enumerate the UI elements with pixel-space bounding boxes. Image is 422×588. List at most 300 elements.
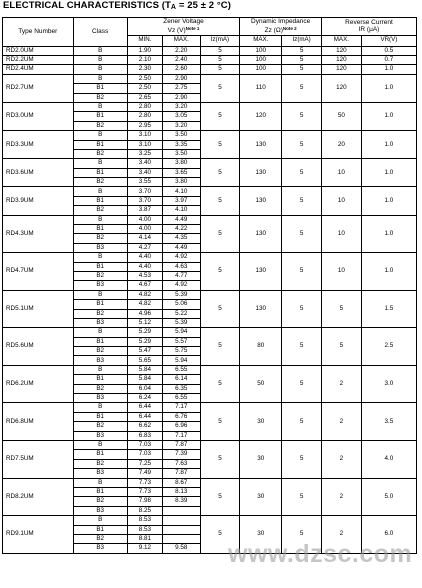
watermark: www.dzsc.com — [228, 540, 413, 568]
header-vr: VR(V) — [361, 35, 416, 46]
cell-iz: 5 — [200, 290, 240, 328]
cell-vr: 1.0 — [361, 74, 416, 102]
header-type: Type Number — [3, 18, 74, 47]
cell-vz-min: 5.84 — [127, 365, 162, 374]
cell-vz-min: 6.44 — [127, 412, 162, 421]
cell-vz-max: 2.75 — [163, 84, 201, 93]
cell-class: B1 — [73, 112, 127, 121]
cell-zz-max: 100 — [240, 65, 282, 74]
cell-class: B1 — [73, 140, 127, 149]
cell-vz-max: 8.67 — [163, 478, 201, 487]
cell-class: B1 — [73, 487, 127, 496]
cell-type-number: RD3.3UM — [3, 131, 74, 159]
cell-vz-max: 3.97 — [163, 196, 201, 205]
cell-vz-max: 3.80 — [163, 159, 201, 168]
cell-vz-min: 7.73 — [127, 478, 162, 487]
cell-vz-min: 3.25 — [127, 149, 162, 158]
cell-vz-min: 6.44 — [127, 403, 162, 412]
cell-class: B — [73, 215, 127, 224]
cell-vr: 1.0 — [361, 187, 416, 215]
cell-iz2: 5 — [282, 516, 322, 554]
table-row — [3, 253, 417, 262]
cell-class: B1 — [73, 525, 127, 534]
cell-vz-min: 7.73 — [127, 487, 162, 496]
cell-class: B2 — [73, 459, 127, 468]
cell-ir-max: 120 — [321, 74, 361, 102]
cell-vz-max: 4.92 — [163, 253, 201, 262]
cell-iz: 5 — [200, 403, 240, 441]
cell-class: B2 — [73, 234, 127, 243]
cell-class: B — [73, 441, 127, 450]
cell-type-number: RD3.0UM — [3, 102, 74, 130]
cell-iz: 5 — [200, 55, 240, 64]
header-reverse-current: Reverse Current IR (μA) — [321, 18, 416, 36]
cell-iz: 5 — [200, 159, 240, 187]
cell-class: B3 — [73, 243, 127, 252]
cell-type-number: RD8.2UM — [3, 478, 74, 516]
cell-iz: 5 — [200, 441, 240, 479]
cell-class: B1 — [73, 375, 127, 384]
cell-vz-max: 2.90 — [163, 93, 201, 102]
cell-vz-min: 4.53 — [127, 271, 162, 280]
electrical-characteristics-table — [2, 17, 417, 554]
header-class: Class — [73, 18, 127, 47]
cell-iz: 5 — [200, 328, 240, 366]
cell-class: B3 — [73, 506, 127, 515]
cell-ir-max: 5 — [321, 328, 361, 366]
cell-class: B2 — [73, 206, 127, 215]
cell-vr: 4.0 — [361, 441, 416, 479]
cell-vz-min: 4.82 — [127, 290, 162, 299]
cell-vz-min: 4.96 — [127, 309, 162, 318]
cell-vz-max: 2.60 — [163, 65, 201, 74]
cell-class: B — [73, 159, 127, 168]
cell-ir-max: 120 — [321, 65, 361, 74]
cell-vz-min: 4.67 — [127, 281, 162, 290]
cell-iz2: 5 — [282, 55, 322, 64]
cell-vr: 1.0 — [361, 215, 416, 253]
cell-zz-max: 50 — [240, 365, 282, 403]
cell-type-number: RD7.5UM — [3, 441, 74, 479]
cell-type-number: RD3.9UM — [3, 187, 74, 215]
cell-ir-max: 2 — [321, 441, 361, 479]
cell-vz-min: 3.70 — [127, 187, 162, 196]
header-ir-max: MAX. — [321, 35, 361, 46]
cell-ir-max: 10 — [321, 159, 361, 187]
cell-vz-min: 8.53 — [127, 516, 162, 525]
cell-vz-min: 3.40 — [127, 168, 162, 177]
section-title — [3, 0, 231, 11]
cell-zz-max: 100 — [240, 46, 282, 55]
title-subscript: A — [170, 4, 177, 11]
cell-ir-max: 2 — [321, 403, 361, 441]
cell-vz-max: 6.76 — [163, 412, 201, 421]
cell-iz2: 5 — [282, 131, 322, 159]
cell-class: B1 — [73, 450, 127, 459]
table-row — [3, 516, 417, 525]
cell-ir-max: 20 — [321, 131, 361, 159]
cell-iz2: 5 — [282, 159, 322, 187]
cell-vz-min: 9.12 — [127, 544, 162, 553]
cell-class: B2 — [73, 347, 127, 356]
cell-vz-min: 8.81 — [127, 534, 162, 543]
cell-vr: 6.0 — [361, 516, 416, 554]
cell-class: B3 — [73, 356, 127, 365]
cell-class: B2 — [73, 497, 127, 506]
cell-vz-max: 5.22 — [163, 309, 201, 318]
cell-class: B — [73, 328, 127, 337]
cell-vr: 2.5 — [361, 328, 416, 366]
cell-vz-min: 7.98 — [127, 497, 162, 506]
cell-vz-max: 4.35 — [163, 234, 201, 243]
cell-vz-max: 4.10 — [163, 187, 201, 196]
cell-vz-min: 5.29 — [127, 337, 162, 346]
table-row — [3, 441, 417, 450]
cell-vz-max: 5.57 — [163, 337, 201, 346]
cell-iz: 5 — [200, 131, 240, 159]
cell-class: B — [73, 253, 127, 262]
header-dynamic-impedance: Dynamic Impedance Zz (Ω)$^{Note 2}$ — [240, 18, 322, 36]
cell-vz-max: 7.87 — [163, 469, 201, 478]
cell-vz-min: 5.29 — [127, 328, 162, 337]
cell-class: B — [73, 290, 127, 299]
cell-vr: 1.0 — [361, 159, 416, 187]
cell-type-number: RD2.4UM — [3, 65, 74, 74]
cell-vz-min: 5.84 — [127, 375, 162, 384]
cell-class: B3 — [73, 281, 127, 290]
cell-zz-max: 110 — [240, 74, 282, 102]
cell-class: B — [73, 74, 127, 83]
cell-vz-max: 4.22 — [163, 225, 201, 234]
cell-class: B2 — [73, 422, 127, 431]
cell-iz2: 5 — [282, 328, 322, 366]
cell-vz-min: 8.25 — [127, 506, 162, 515]
cell-vr: 1.0 — [361, 253, 416, 291]
cell-class: B — [73, 55, 127, 64]
cell-class: B — [73, 102, 127, 111]
cell-class: B1 — [73, 300, 127, 309]
cell-iz2: 5 — [282, 46, 322, 55]
cell-vz-max: 3.20 — [163, 121, 201, 130]
cell-zz-max: 130 — [240, 253, 282, 291]
cell-vz-max: 4.49 — [163, 215, 201, 224]
cell-iz2: 5 — [282, 65, 322, 74]
header-max: MAX. — [163, 35, 201, 46]
cell-vz-max: 5.06 — [163, 300, 201, 309]
cell-vz-min: 5.47 — [127, 347, 162, 356]
cell-vz-min: 7.03 — [127, 450, 162, 459]
table-row — [3, 46, 417, 55]
cell-iz2: 5 — [282, 74, 322, 102]
cell-iz: 5 — [200, 46, 240, 55]
header-zz-max: MAX. — [240, 35, 282, 46]
cell-vz-min: 4.40 — [127, 253, 162, 262]
cell-vz-max: 5.75 — [163, 347, 201, 356]
cell-vz-min: 1.90 — [127, 46, 162, 55]
cell-vz-min: 7.49 — [127, 469, 162, 478]
cell-type-number: RD2.0UM — [3, 46, 74, 55]
cell-class: B1 — [73, 168, 127, 177]
cell-ir-max: 10 — [321, 253, 361, 291]
table-row — [3, 131, 417, 140]
cell-vz-max — [163, 516, 201, 525]
title-main: ELECTRICAL CHARACTERISTICS (T — [3, 0, 171, 11]
cell-iz: 5 — [200, 74, 240, 102]
table-body — [3, 46, 417, 553]
table-row — [3, 328, 417, 337]
header-min: MIN. — [127, 35, 162, 46]
cell-class: B2 — [73, 178, 127, 187]
cell-vz-max: 7.17 — [163, 403, 201, 412]
cell-zz-max: 30 — [240, 516, 282, 554]
cell-vz-min: 3.10 — [127, 131, 162, 140]
cell-zz-max: 80 — [240, 328, 282, 366]
cell-zz-max: 130 — [240, 187, 282, 215]
cell-vz-max: 8.39 — [163, 497, 201, 506]
cell-vz-max: 7.39 — [163, 450, 201, 459]
cell-ir-max: 2 — [321, 478, 361, 516]
table-row — [3, 65, 417, 74]
table-row — [3, 159, 417, 168]
cell-vr: 3.5 — [361, 403, 416, 441]
cell-ir-max: 2 — [321, 516, 361, 554]
cell-vz-min: 2.50 — [127, 74, 162, 83]
cell-vz-max: 3.50 — [163, 149, 201, 158]
cell-class: B2 — [73, 149, 127, 158]
cell-zz-max: 130 — [240, 290, 282, 328]
header-iz2: Iz(mA) — [282, 35, 322, 46]
cell-ir-max: 10 — [321, 187, 361, 215]
table-row — [3, 215, 417, 224]
cell-vz-max: 4.92 — [163, 281, 201, 290]
cell-type-number: RD5.6UM — [3, 328, 74, 366]
cell-ir-max: 5 — [321, 290, 361, 328]
cell-vz-min: 4.14 — [127, 234, 162, 243]
cell-iz: 5 — [200, 365, 240, 403]
header-zener: Zener Voltage Vz (V)$^{Note 1}$ — [127, 18, 240, 36]
cell-class: B1 — [73, 412, 127, 421]
cell-vz-max: 4.49 — [163, 243, 201, 252]
cell-vz-max: 9.58 — [163, 544, 201, 553]
table-row — [3, 403, 417, 412]
cell-vz-max: 2.40 — [163, 55, 201, 64]
cell-type-number: RD3.6UM — [3, 159, 74, 187]
cell-vz-max: 3.80 — [163, 178, 201, 187]
cell-ir-max: 120 — [321, 55, 361, 64]
cell-class: B3 — [73, 318, 127, 327]
cell-ir-max: 120 — [321, 46, 361, 55]
cell-vz-min: 6.83 — [127, 431, 162, 440]
cell-vz-max: 7.63 — [163, 459, 201, 468]
cell-vz-max: 6.55 — [163, 394, 201, 403]
header-row-1 — [3, 18, 417, 36]
header-iz: Iz(mA) — [200, 35, 240, 46]
table-row — [3, 290, 417, 299]
cell-vz-min: 7.03 — [127, 441, 162, 450]
table-row — [3, 74, 417, 83]
cell-ir-max: 50 — [321, 102, 361, 130]
cell-zz-max: 100 — [240, 55, 282, 64]
cell-iz2: 5 — [282, 187, 322, 215]
cell-iz: 5 — [200, 253, 240, 291]
cell-class: B — [73, 131, 127, 140]
cell-vz-min: 7.25 — [127, 459, 162, 468]
cell-vz-min: 2.30 — [127, 65, 162, 74]
cell-type-number: RD6.2UM — [3, 365, 74, 403]
cell-class: B — [73, 403, 127, 412]
cell-vz-min: 2.65 — [127, 93, 162, 102]
cell-vz-min: 5.65 — [127, 356, 162, 365]
cell-vz-min: 4.27 — [127, 243, 162, 252]
cell-iz2: 5 — [282, 102, 322, 130]
cell-iz2: 5 — [282, 290, 322, 328]
cell-iz2: 5 — [282, 365, 322, 403]
cell-class: B — [73, 516, 127, 525]
cell-class: B3 — [73, 394, 127, 403]
cell-type-number: RD5.1UM — [3, 290, 74, 328]
cell-vz-max: 4.10 — [163, 206, 201, 215]
cell-class: B — [73, 365, 127, 374]
cell-iz2: 5 — [282, 403, 322, 441]
table-row — [3, 365, 417, 374]
cell-iz: 5 — [200, 65, 240, 74]
cell-type-number: RD4.7UM — [3, 253, 74, 291]
cell-vz-max: 4.77 — [163, 271, 201, 280]
cell-class: B1 — [73, 196, 127, 205]
cell-zz-max: 30 — [240, 478, 282, 516]
cell-vz-min: 4.00 — [127, 215, 162, 224]
cell-iz: 5 — [200, 102, 240, 130]
cell-vz-min: 2.80 — [127, 102, 162, 111]
cell-iz: 5 — [200, 187, 240, 215]
cell-type-number: RD4.3UM — [3, 215, 74, 253]
cell-vz-min: 8.53 — [127, 525, 162, 534]
cell-vz-max: 5.94 — [163, 356, 201, 365]
cell-zz-max: 130 — [240, 215, 282, 253]
cell-class: B — [73, 65, 127, 74]
cell-iz: 5 — [200, 215, 240, 253]
cell-zz-max: 120 — [240, 102, 282, 130]
cell-vz-max: 5.39 — [163, 318, 201, 327]
cell-class: B2 — [73, 93, 127, 102]
cell-vz-min: 2.10 — [127, 55, 162, 64]
cell-vz-min: 6.62 — [127, 422, 162, 431]
cell-type-number: RD2.2UM — [3, 55, 74, 64]
cell-vz-min: 3.10 — [127, 140, 162, 149]
cell-vz-max: 6.35 — [163, 384, 201, 393]
cell-vr: 1.5 — [361, 290, 416, 328]
cell-iz2: 5 — [282, 253, 322, 291]
cell-iz: 5 — [200, 516, 240, 554]
cell-class: B1 — [73, 84, 127, 93]
cell-vz-min: 4.40 — [127, 262, 162, 271]
cell-iz2: 5 — [282, 441, 322, 479]
cell-class: B3 — [73, 544, 127, 553]
cell-iz2: 5 — [282, 215, 322, 253]
cell-class: B1 — [73, 262, 127, 271]
cell-vr: 1.0 — [361, 65, 416, 74]
cell-vz-max: 2.20 — [163, 46, 201, 55]
cell-vz-min: 6.04 — [127, 384, 162, 393]
table-row — [3, 102, 417, 111]
cell-vr: 1.0 — [361, 102, 416, 130]
cell-class: B3 — [73, 469, 127, 478]
cell-vz-min: 4.00 — [127, 225, 162, 234]
cell-vz-max: 8.13 — [163, 487, 201, 496]
cell-vz-min: 3.40 — [127, 159, 162, 168]
cell-class: B — [73, 187, 127, 196]
cell-class: B2 — [73, 309, 127, 318]
table-row — [3, 55, 417, 64]
cell-vz-max: 5.94 — [163, 328, 201, 337]
cell-vz-max: 6.14 — [163, 375, 201, 384]
cell-vz-max: 3.20 — [163, 102, 201, 111]
cell-vr: 5.0 — [361, 478, 416, 516]
cell-vz-min: 3.70 — [127, 196, 162, 205]
cell-iz: 5 — [200, 478, 240, 516]
cell-vz-max: 7.17 — [163, 431, 201, 440]
title-rest: = 25 ± 2 °C) — [176, 0, 232, 11]
cell-zz-max: 30 — [240, 441, 282, 479]
cell-vz-min: 5.12 — [127, 318, 162, 327]
cell-vz-min: 2.80 — [127, 112, 162, 121]
cell-vr: 1.0 — [361, 131, 416, 159]
cell-zz-max: 30 — [240, 403, 282, 441]
cell-class: B — [73, 46, 127, 55]
cell-vz-max: 6.55 — [163, 365, 201, 374]
cell-type-number: RD6.8UM — [3, 403, 74, 441]
cell-class: B3 — [73, 431, 127, 440]
cell-vz-max: 4.63 — [163, 262, 201, 271]
cell-vz-max: 3.50 — [163, 131, 201, 140]
cell-iz2: 5 — [282, 478, 322, 516]
cell-zz-max: 130 — [240, 159, 282, 187]
cell-type-number: RD9.1UM — [3, 516, 74, 554]
cell-vz-max: 2.90 — [163, 74, 201, 83]
cell-ir-max: 10 — [321, 215, 361, 253]
cell-class: B2 — [73, 534, 127, 543]
cell-vz-max: 3.35 — [163, 140, 201, 149]
cell-vz-min: 6.24 — [127, 394, 162, 403]
cell-vz-max: 3.65 — [163, 168, 201, 177]
cell-vz-max: 7.87 — [163, 441, 201, 450]
cell-vz-min: 3.55 — [127, 178, 162, 187]
cell-zz-max: 130 — [240, 131, 282, 159]
cell-class: B2 — [73, 271, 127, 280]
table-row — [3, 187, 417, 196]
cell-vr: 0.5 — [361, 46, 416, 55]
cell-vz-max: 6.96 — [163, 422, 201, 431]
cell-class: B1 — [73, 225, 127, 234]
cell-vz-min: 2.95 — [127, 121, 162, 130]
cell-vz-max — [163, 506, 201, 515]
cell-type-number: RD2.7UM — [3, 74, 74, 102]
cell-class: B1 — [73, 337, 127, 346]
cell-vr: 3.0 — [361, 365, 416, 403]
cell-vz-max: 3.05 — [163, 112, 201, 121]
cell-vz-min: 2.50 — [127, 84, 162, 93]
cell-ir-max: 2 — [321, 365, 361, 403]
cell-class: B2 — [73, 121, 127, 130]
table-row — [3, 478, 417, 487]
cell-vz-min: 4.82 — [127, 300, 162, 309]
cell-class: B2 — [73, 384, 127, 393]
cell-vz-max — [163, 534, 201, 543]
cell-vz-max: 5.39 — [163, 290, 201, 299]
cell-vr: 0.7 — [361, 55, 416, 64]
cell-class: B — [73, 478, 127, 487]
cell-vz-max — [163, 525, 201, 534]
